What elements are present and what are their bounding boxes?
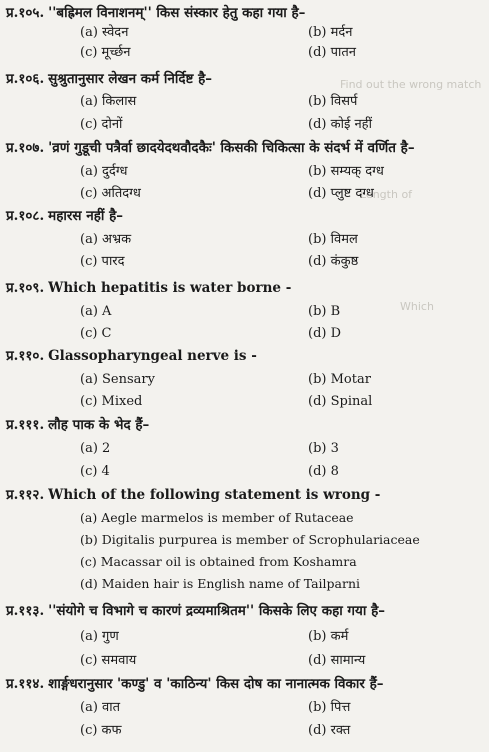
option-a[interactable]: (a) गुण — [80, 629, 119, 644]
option-d[interactable]: (d) पातन — [308, 45, 356, 60]
option-d[interactable]: (d) प्लुष्ट दग्ध — [308, 186, 374, 201]
question-text: Which of the following statement is wrong - — [48, 487, 381, 503]
question-text: शार्ङ्गधरानुसार 'कण्डु' व 'काठिन्य' किस दोष का नानात्मक विकार हैं– — [48, 676, 384, 692]
option-b[interactable]: (b) कर्म — [308, 629, 349, 644]
question-number: प्र.१०९. — [6, 280, 45, 296]
option-d[interactable]: (d) रक्त — [308, 723, 351, 738]
options — [6, 297, 484, 341]
options — [6, 620, 484, 668]
option-a[interactable]: (a) 2 — [80, 441, 111, 456]
option-d[interactable]: (d) कोई नहीं — [308, 117, 372, 132]
question-113 — [6, 602, 484, 668]
option-d[interactable]: (d) D — [308, 326, 342, 341]
option-b[interactable]: (b) पित्त — [308, 700, 351, 715]
question-111 — [6, 416, 484, 479]
option-b[interactable]: (b) सम्यक् दग्ध — [308, 164, 384, 179]
option-c[interactable]: (c) 4 — [80, 464, 110, 479]
question-107 — [6, 139, 484, 201]
option-b[interactable]: (b) Digitalis purpurea is member of Scrophulariaceae — [80, 532, 420, 547]
option-d[interactable]: (d) 8 — [308, 464, 339, 479]
option-c[interactable]: (c) समवाय — [80, 653, 137, 668]
options — [6, 157, 484, 201]
option-b[interactable]: (b) विमल — [308, 232, 358, 247]
question-stem — [6, 70, 484, 88]
option-b[interactable]: (b) B — [308, 304, 341, 319]
question-text: Which hepatitis is water borne - — [48, 280, 292, 296]
option-b[interactable]: (b) 3 — [308, 441, 339, 456]
option-d[interactable]: (d) कंकुष्ठ — [308, 254, 359, 269]
option-a[interactable]: (a) स्वेदन — [80, 25, 129, 40]
question-112 — [6, 486, 484, 595]
question-109 — [6, 279, 484, 341]
options — [6, 225, 484, 269]
question-number: प्र.१०८. — [6, 208, 45, 224]
question-number: प्र.११३. — [6, 603, 45, 619]
question-stem — [6, 4, 484, 22]
option-b[interactable]: (b) Motar — [308, 372, 371, 387]
question-text: लौह पाक के भेद हैं– — [48, 417, 150, 433]
question-stem — [6, 347, 484, 365]
question-number: प्र.११२. — [6, 487, 45, 503]
question-number: प्र.११४. — [6, 676, 45, 692]
question-stem — [6, 207, 484, 225]
option-a[interactable]: (a) अभ्रक — [80, 232, 132, 247]
option-c[interactable]: (c) Macassar oil is obtained from Koshamra — [80, 554, 357, 569]
option-a[interactable]: (a) वात — [80, 700, 121, 715]
option-c[interactable]: (c) अतिदग्ध — [80, 186, 141, 201]
option-c[interactable]: (c) पारद — [80, 254, 125, 269]
options — [6, 22, 484, 62]
question-text: 'व्रणं गुडूची पत्रैर्वा छादयेदथवौदकैः' किसकी चिकित्सा के संदर्भ में वर्णित है– — [48, 140, 415, 156]
options — [6, 365, 484, 409]
question-number: प्र.१०५. — [6, 5, 45, 21]
question-text: सुश्रुतानुसार लेखन कर्म निर्दिष्ट है– — [48, 71, 213, 87]
question-105 — [6, 4, 484, 62]
option-a[interactable]: (a) दुर्दग्ध — [80, 164, 128, 179]
option-b[interactable]: (b) विसर्प — [308, 94, 358, 109]
question-text: Glassopharyngeal nerve is - — [48, 348, 257, 364]
options — [6, 434, 484, 479]
question-number: प्र.१०६. — [6, 71, 45, 87]
bleed-through-text: Find out the wrong match — [340, 78, 482, 91]
options — [6, 88, 484, 132]
bleed-through-text: Which — [400, 300, 434, 313]
question-stem — [6, 602, 484, 620]
question-text: ''बह्रिमल विनाशनम्'' किस संस्कार हेतु कहा गया है– — [48, 5, 306, 21]
question-number: प्र.१११. — [6, 417, 45, 433]
bleed-through-text: Length of — [360, 188, 413, 201]
option-a[interactable]: (a) Sensary — [80, 372, 155, 387]
question-stem — [6, 416, 484, 434]
question-number: प्र.१०७. — [6, 140, 45, 156]
question-stem — [6, 139, 484, 157]
option-d[interactable]: (d) सामान्य — [308, 653, 366, 668]
option-a[interactable]: (a) Aegle marmelos is member of Rutaceae — [80, 510, 354, 525]
options — [6, 507, 484, 595]
question-text: महारस नहीं है– — [48, 208, 124, 224]
question-number: प्र.११०. — [6, 348, 45, 364]
question-110 — [6, 347, 484, 409]
option-a[interactable]: (a) A — [80, 304, 112, 319]
options — [6, 693, 484, 738]
option-c[interactable]: (c) मूर्च्छन — [80, 45, 131, 60]
question-stem — [6, 675, 484, 693]
option-d[interactable]: (d) Spinal — [308, 394, 373, 409]
question-114 — [6, 675, 484, 738]
option-a[interactable]: (a) किलास — [80, 94, 137, 109]
option-d[interactable]: (d) Maiden hair is English name of Tailparni — [80, 576, 360, 591]
question-108 — [6, 207, 484, 269]
question-stem — [6, 279, 484, 297]
option-c[interactable]: (c) Mixed — [80, 394, 143, 409]
question-stem — [6, 486, 484, 504]
question-text: ''संयोगे च विभागे च कारणं द्रव्यमाश्रितम'' किसके लिए कहा गया है– — [48, 603, 385, 619]
option-c[interactable]: (c) दोनों — [80, 117, 123, 132]
option-c[interactable]: (c) कफ — [80, 723, 122, 738]
question-106 — [6, 70, 484, 132]
option-c[interactable]: (c) C — [80, 326, 112, 341]
option-b[interactable]: (b) मर्दन — [308, 25, 353, 40]
